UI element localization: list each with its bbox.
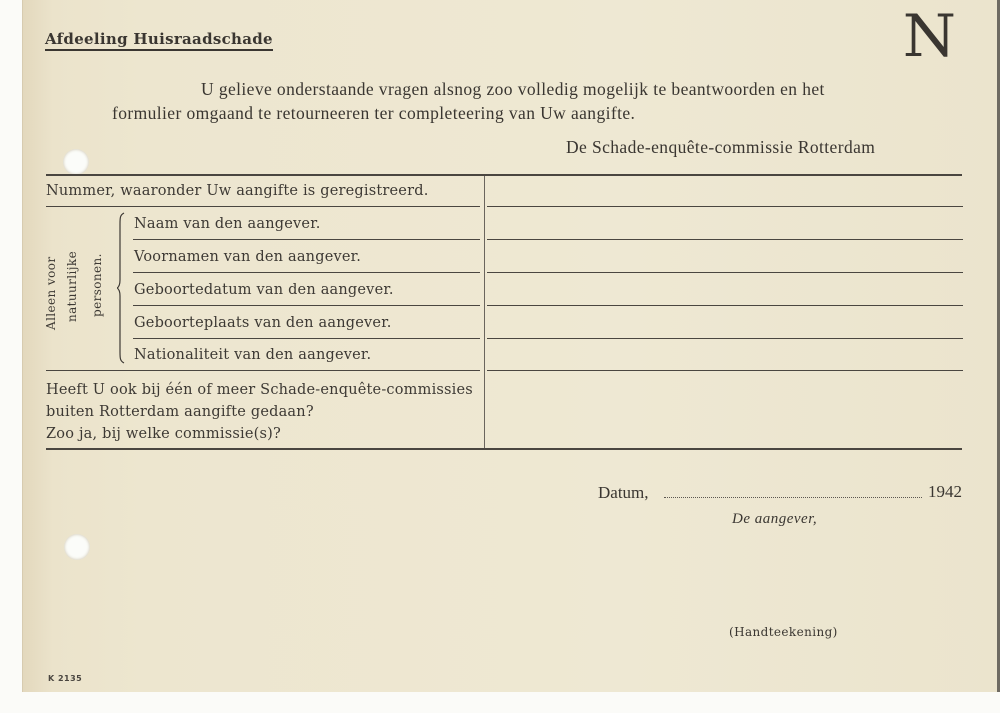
question-registration-number: Nummer, waaronder Uw aangifte is geregistreerd. [46,183,429,199]
row-rule-right [487,206,963,207]
date-label: Datum, [598,483,649,502]
answer-geboorteplaats[interactable] [488,307,962,337]
row-rule-right [487,239,963,240]
question-geboorteplaats: Geboorteplaats van den aangever. [134,315,392,331]
date-field[interactable] [664,497,922,498]
sender-commission: De Schade-enquête-commissie Rotterdam [566,137,876,157]
question-other-commissions-line-3: Zoo ja, bij welke commissie(s)? [46,426,281,442]
row-rule-right [487,305,963,306]
row-rule-left [133,239,480,240]
question-geboortedatum: Geboortedatum van den aangever. [134,282,394,298]
question-nationaliteit: Nationaliteit van den aangever. [134,347,372,363]
question-other-commissions-line-1: Heeft U ook bij één of meer Schade-enquête-commissies [46,382,473,398]
table-top-rule [46,174,962,176]
intro-line-2: formulier omgaand te retourneeren ter completeering van Uw aangifte. [112,103,636,123]
punch-hole-bottom [64,534,90,560]
row-rule-right [487,370,963,371]
punch-hole-top [63,149,89,175]
row-rule-left [46,206,480,207]
row-rule-left [133,272,480,273]
signature-label: (Handteekening) [729,625,838,639]
answer-naam[interactable] [488,208,962,238]
table-column-divider [484,176,485,448]
group-brace-icon [117,212,125,364]
series-letter: N [902,2,957,70]
row-rule-left [133,338,480,339]
group-label-line-2: natuurlijke [65,250,79,322]
group-label-line-3: personen. [90,253,104,317]
answer-registration-number[interactable] [488,178,962,205]
question-naam: Naam van den aangever. [134,216,321,232]
date-year: 1942 [928,482,962,501]
form-code: K 2135 [48,674,83,683]
signer-label: De aangever, [732,511,818,527]
question-other-commissions-line-2: buiten Rotterdam aangifte gedaan? [46,404,314,420]
row-rule-right [487,338,963,339]
row-rule-left [133,305,480,306]
signature-field[interactable] [700,560,900,620]
intro-line-1: U gelieve onderstaande vragen alsnog zoo volledig mogelijk te beantwoorden en het [201,79,825,99]
row-rule-right [487,272,963,273]
table-bottom-rule [46,448,962,450]
answer-geboortedatum[interactable] [488,274,962,304]
answer-voornamen[interactable] [488,241,962,271]
answer-nationaliteit[interactable] [488,340,962,369]
group-label-line-1: Alleen voor [44,256,58,330]
question-voornamen: Voornamen van den aangever. [134,249,361,265]
answer-other-commissions[interactable] [488,372,962,447]
department-title: Afdeeling Huisraadschade [45,30,273,51]
row-rule-left [46,370,480,371]
